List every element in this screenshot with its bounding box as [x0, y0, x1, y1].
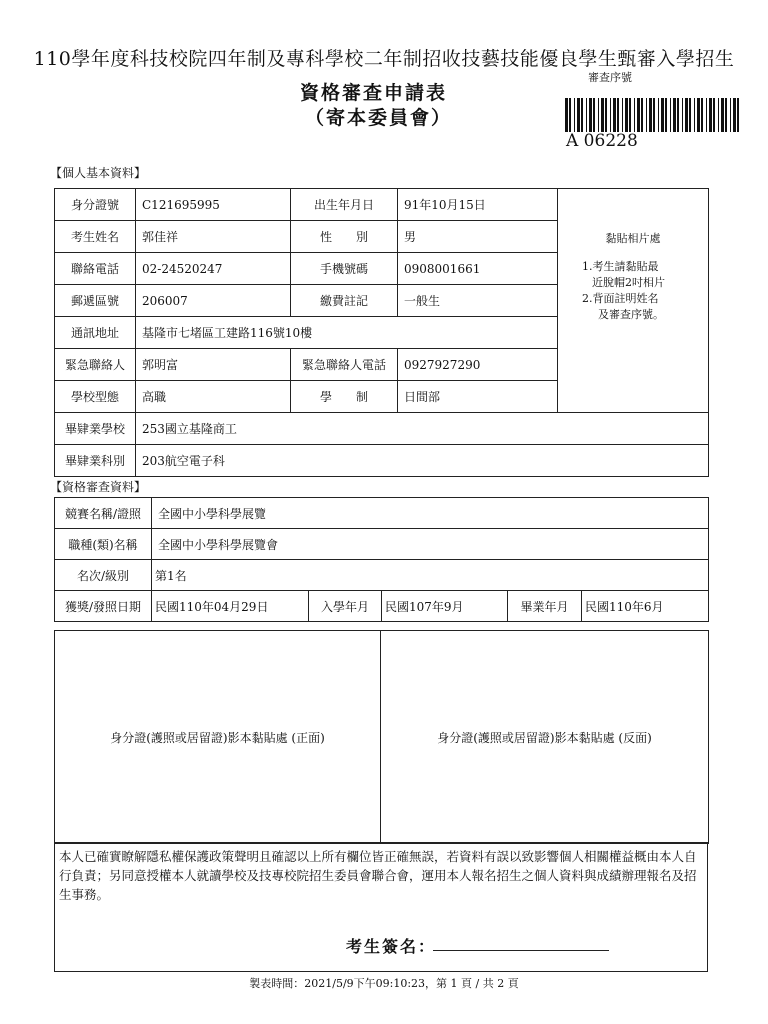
system-value: 日間部: [398, 381, 558, 413]
photo-note-3: 2.背面註明姓名: [582, 292, 659, 305]
footer-timestamp: 製表時間：2021/5/9下午09:10:23，第 1 頁 / 共 2 頁: [249, 977, 519, 990]
phone-label: 聯絡電話: [55, 253, 136, 285]
grad-school-value: 253國立基隆商工: [136, 413, 709, 445]
enroll-date-label: 入學年月: [309, 591, 382, 622]
personal-info-table: [54, 188, 709, 477]
enroll-date-value: 民國107年9月: [382, 591, 508, 622]
id-value: C121695995: [136, 189, 291, 221]
competition-value: 全國中小學科學展覽: [152, 498, 709, 529]
id-copy-back-area: 身分證(護照或居留證)影本黏貼處 (反面): [381, 631, 709, 844]
gender-value: 男: [398, 221, 558, 253]
phone-value: 02-24520247: [136, 253, 291, 285]
school-type-value: 高職: [136, 381, 291, 413]
form-subtitle: （寄本委員會）: [305, 107, 453, 129]
birth-value: 91年10月15日: [398, 189, 558, 221]
address-label: 通訊地址: [55, 317, 136, 349]
grad-date-value: 民國110年6月: [582, 591, 709, 622]
declaration-text: 本人已確實瞭解隱私權保護政策聲明且確認以上所有欄位皆正確無誤，若資料有誤以致影響個人相關權益概由本人自行負責；另同意授權本人就讀學校及技專校院招生委員會聯合會，運用本人報名招生之個人資料與成績辦理報名及招生事務。: [55, 843, 708, 972]
form-title: 資格審查申請表: [300, 82, 448, 104]
id-label: 身分證號: [55, 189, 136, 221]
grad-date-label: 畢業年月: [508, 591, 582, 622]
category-value: 全國中小學科學展覽會: [152, 529, 709, 560]
system-label: 學 制: [291, 381, 398, 413]
rank-value: 第1名: [152, 560, 709, 591]
grad-dept-value: 203航空電子科: [136, 445, 709, 477]
grad-dept-label: 畢肄業科別: [55, 445, 136, 477]
mobile-value: 0908001661: [398, 253, 558, 285]
barcode-image: [563, 98, 741, 132]
photo-title: 黏貼相片處: [605, 232, 661, 245]
name-value: 郭佳祥: [136, 221, 291, 253]
mobile-label: 手機號碼: [291, 253, 398, 285]
serial-label: 審查序號: [588, 71, 632, 84]
photo-area: [558, 189, 709, 413]
zip-value: 206007: [136, 285, 291, 317]
zip-label: 郵遞區號: [55, 285, 136, 317]
fee-label: 繳費註記: [291, 285, 398, 317]
id-copy-front-area: 身分證(護照或居留證)影本黏貼處 (正面): [55, 631, 381, 844]
signature-line: [433, 950, 609, 951]
section-title-personal: 【個人基本資料】: [50, 166, 147, 180]
gender-label: 性 別: [291, 221, 398, 253]
grad-school-label: 畢肄業學校: [55, 413, 136, 445]
emergency-phone-value: 0927927290: [398, 349, 558, 381]
section-title-qualification: 【資格審查資料】: [50, 480, 147, 494]
id-copy-table: [54, 630, 709, 844]
photo-note-1: 1.考生請黏貼最: [582, 260, 659, 273]
emergency-contact-label: 緊急聯絡人: [55, 349, 136, 381]
award-date-label: 獲獎/發照日期: [55, 591, 152, 622]
emergency-contact-value: 郭明富: [136, 349, 291, 381]
award-date-value: 民國110年04月29日: [152, 591, 309, 622]
fee-value: 一般生: [398, 285, 558, 317]
rank-label: 名次/級別: [55, 560, 152, 591]
school-type-label: 學校型態: [55, 381, 136, 413]
photo-note-4: 及審查序號。: [598, 308, 664, 321]
qualification-table: [54, 497, 709, 622]
competition-label: 競賽名稱/證照: [55, 498, 152, 529]
signature-label: 考生簽名：: [346, 937, 437, 956]
name-label: 考生姓名: [55, 221, 136, 253]
photo-note-2: 近脫帽2吋相片: [592, 276, 665, 289]
birth-label: 出生年月日: [291, 189, 398, 221]
address-value: 基隆市七堵區工建路116號10樓: [136, 317, 558, 349]
emergency-phone-label: 緊急聯絡人電話: [291, 349, 398, 381]
document-title: 110學年度科技校院四年制及專科學校二年制招收技藝技能優良學生甄審入學招生: [33, 48, 735, 70]
category-label: 職種(類)名稱: [55, 529, 152, 560]
serial-number: A 06228: [566, 131, 638, 151]
